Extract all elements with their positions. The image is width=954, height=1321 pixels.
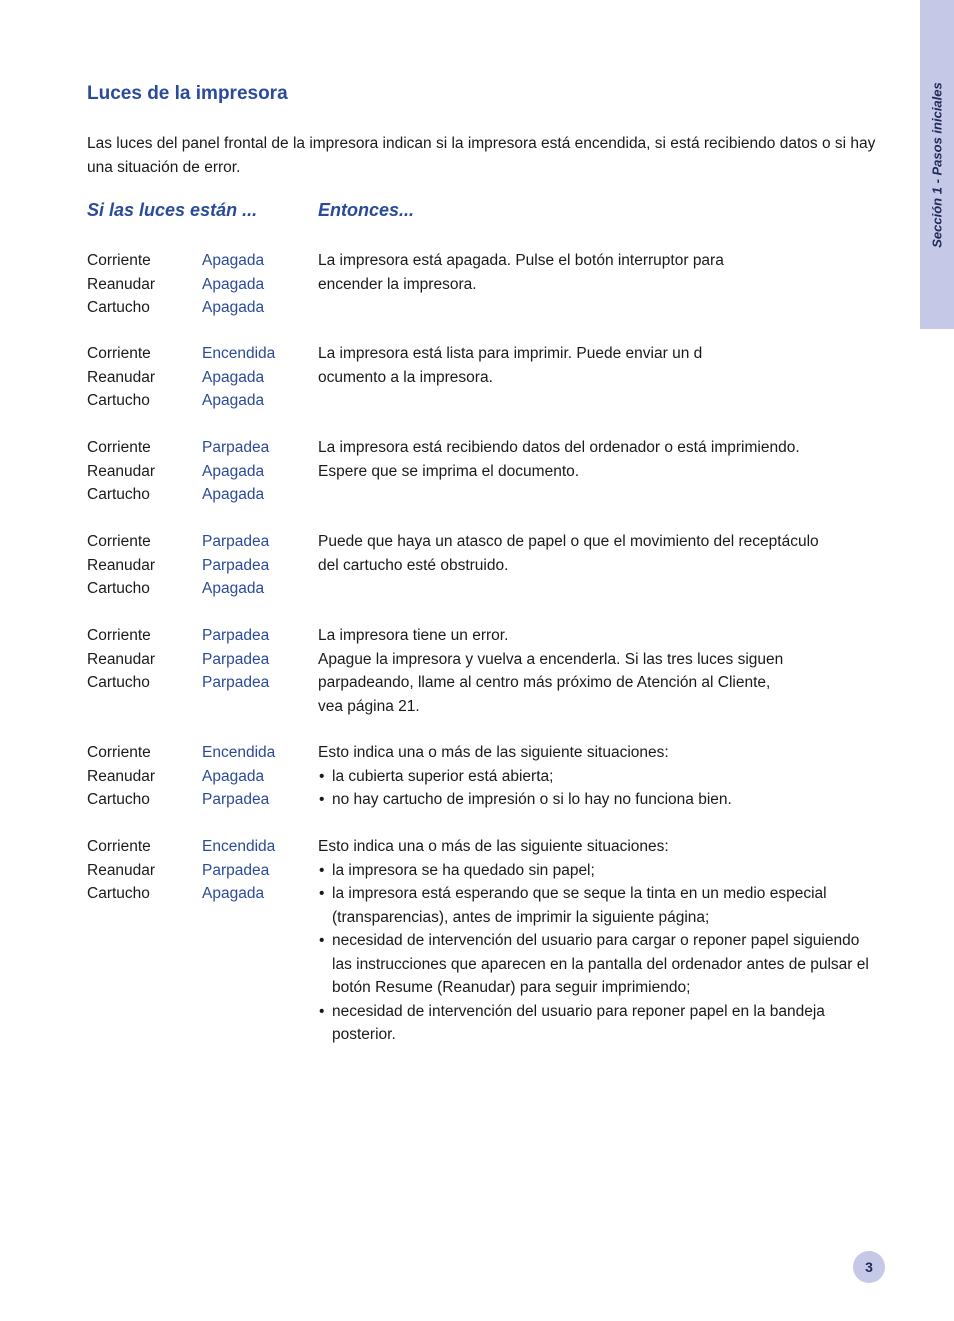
light-state: Parpadea (202, 556, 270, 574)
light-name: Cartucho (87, 299, 150, 316)
light-name: Reanudar (87, 556, 156, 574)
description-line: encender la impresora. (318, 275, 477, 293)
light-state: Parpadea (202, 674, 270, 691)
light-state: Encendida (202, 345, 276, 362)
light-name: Reanudar (87, 767, 156, 785)
description-line: vea página 21. (318, 697, 420, 715)
light-line (87, 859, 312, 883)
light-state: Encendida (202, 744, 276, 761)
row-description (318, 530, 878, 577)
light-state: Apagada (202, 299, 265, 316)
light-name: Corriente (87, 533, 151, 550)
light-line (87, 366, 312, 390)
light-name: Cartucho (87, 791, 150, 808)
bullet-list (318, 765, 878, 812)
bullet-item: • la cubierta superior está abierta; (318, 765, 878, 789)
row-description (318, 624, 878, 718)
light-line (87, 741, 312, 765)
light-states (87, 624, 312, 695)
light-line (87, 483, 312, 507)
row-description (318, 835, 878, 1047)
light-name: Cartucho (87, 885, 150, 902)
light-line (87, 554, 312, 578)
description-line: La impresora está lista para imprimir. Puede enviar un d (318, 345, 703, 362)
light-line (87, 765, 312, 789)
light-line (87, 648, 312, 672)
light-line (87, 624, 312, 648)
bullet-item: • la impresora se ha quedado sin papel; (318, 859, 878, 883)
light-state: Apagada (202, 368, 265, 386)
light-name: Corriente (87, 252, 151, 269)
description-line: La impresora está apagada. Pulse el botón interruptor para (318, 252, 724, 269)
light-state: Encendida (202, 838, 276, 855)
light-line (87, 530, 312, 554)
light-states (87, 530, 312, 601)
light-state: Parpadea (202, 791, 270, 808)
light-name: Corriente (87, 439, 151, 456)
light-line (87, 460, 312, 484)
page-number: 3 (853, 1251, 885, 1283)
bullet-list (318, 859, 878, 1047)
light-states (87, 741, 312, 812)
description-line: del cartucho esté obstruido. (318, 556, 509, 574)
description-line: parpadeando, llame al centro más próximo de Atención al Cliente, (318, 674, 771, 691)
light-line (87, 671, 312, 695)
column-header-then: Entonces... (318, 200, 415, 220)
light-line (87, 389, 312, 413)
light-state: Apagada (202, 885, 265, 902)
row-description (318, 436, 878, 483)
light-line (87, 273, 312, 297)
bullet-item: • necesidad de intervención del usuario para reponer papel en la bandeja posterior. (318, 1000, 878, 1047)
bullet-item: • necesidad de intervención del usuario para cargar o reponer papel siguiendo las instrucciones que aparecen en la pantalla del ordenador antes de pulsar el botón Resume (Reanudar) para seguir imprimiendo; (318, 929, 878, 1000)
light-state: Apagada (202, 252, 265, 269)
description-line: Apague la impresora y vuelva a encenderla. Si las tres luces siguen (318, 650, 784, 668)
light-name: Reanudar (87, 275, 156, 293)
intro-paragraph: Las luces del panel frontal de la impresora indican si la impresora está encendida, si está recibiendo datos o si hay una situación de error. (87, 135, 876, 176)
light-state: Apagada (202, 486, 265, 503)
light-states (87, 342, 312, 413)
bullet-item: • la impresora está esperando que se seque la tinta en un medio especial (transparencias), antes de imprimir la siguiente página; (318, 882, 878, 929)
light-line (87, 249, 312, 273)
description-line: Esto indica una o más de las siguiente situaciones: (318, 838, 669, 855)
light-state: Apagada (202, 392, 265, 409)
light-states (87, 835, 312, 906)
row-description (318, 741, 878, 812)
light-states (87, 249, 312, 320)
light-state: Parpadea (202, 627, 270, 644)
section-side-tab (920, 0, 954, 329)
light-line (87, 835, 312, 859)
column-header-condition: Si las luces están ... (87, 200, 258, 220)
light-line (87, 882, 312, 906)
light-name: Cartucho (87, 580, 150, 597)
light-line (87, 436, 312, 460)
light-state: Parpadea (202, 650, 270, 668)
light-name: Reanudar (87, 368, 156, 386)
light-name: Reanudar (87, 861, 156, 879)
light-line (87, 788, 312, 812)
light-name: Corriente (87, 838, 151, 855)
light-line (87, 577, 312, 601)
light-state: Apagada (202, 580, 265, 597)
bullet-item: • no hay cartucho de impresión o si lo hay no funciona bien. (318, 788, 878, 812)
light-name: Cartucho (87, 392, 150, 409)
light-name: Corriente (87, 345, 151, 362)
light-name: Corriente (87, 744, 151, 761)
light-state: Parpadea (202, 533, 270, 550)
light-line (87, 342, 312, 366)
light-states (87, 436, 312, 507)
light-line (87, 296, 312, 320)
section-label: Sección 1 - Pasos iniciales (929, 82, 945, 248)
description-line: Espere que se imprima el documento. (318, 462, 580, 480)
light-name: Reanudar (87, 650, 156, 668)
light-state: Parpadea (202, 439, 270, 456)
light-name: Reanudar (87, 462, 156, 480)
row-description (318, 249, 878, 296)
description-line: Puede que haya un atasco de papel o que el movimiento del receptáculo (318, 533, 819, 550)
description-line: ocumento a la impresora. (318, 368, 493, 386)
light-state: Parpadea (202, 861, 270, 879)
light-name: Cartucho (87, 674, 150, 691)
light-name: Corriente (87, 627, 151, 644)
description-line: Esto indica una o más de las siguiente situaciones: (318, 744, 669, 761)
light-state: Apagada (202, 275, 265, 293)
description-line: La impresora está recibiendo datos del ordenador o está imprimiendo. (318, 439, 800, 456)
light-state: Apagada (202, 767, 265, 785)
light-state: Apagada (202, 462, 265, 480)
description-line: La impresora tiene un error. (318, 627, 509, 644)
row-description (318, 342, 878, 389)
section-title: Luces de la impresora (87, 83, 288, 104)
light-name: Cartucho (87, 486, 150, 503)
